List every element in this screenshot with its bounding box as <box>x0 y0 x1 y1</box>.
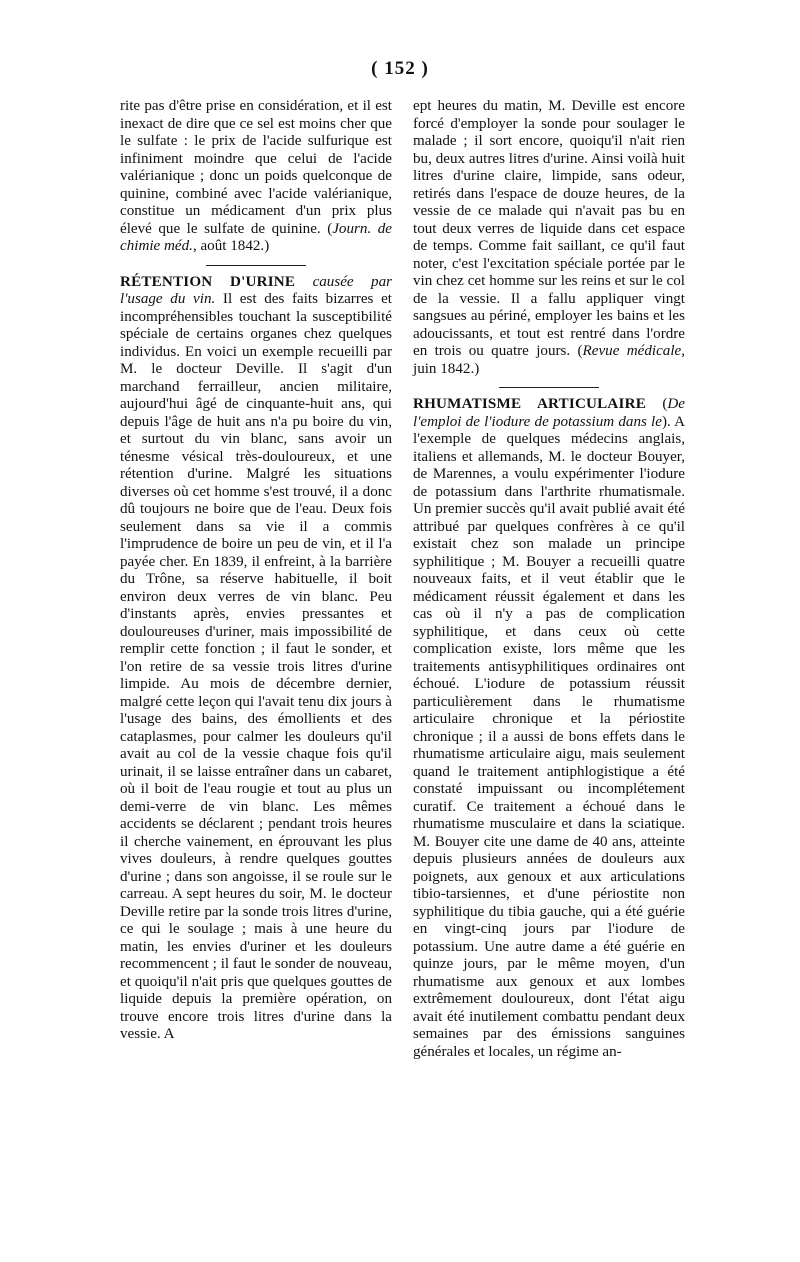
left-column <box>120 98 392 1044</box>
paragraph-text: ept heures du matin, M. Deville est encore forcé d'employer la sonde pour soulager le malade ; il sort encore, quoiqu'il n'ait rien bu, deux autres litres d'urine. Ainsi voilà huit litres d'urine claire, limpide, sans odeur, retirés dans l'espace de douze heures, de la vessie de ce malade qui n'avait pas bu en tout deux verres de liquide dans cet espace de temps. Comme fait saillant, ce qu'il faut noter, c'est l'excitation spéciale portée par le vin chez cet homme sur les reins et sur le col de la vessie. Il a fallu appliquer vingt sangsues au périné, employer les bains et les adoucissants, et tout est rentré dans l'ordre en trois ou quatre jours. ( <box>413 98 685 359</box>
paragraph-retention-continued <box>413 98 685 378</box>
article-rhumatisme-articulaire <box>413 396 685 1061</box>
citation-source: Revue médicale <box>582 343 682 359</box>
paragraph-valerianate-conclusion <box>120 98 392 256</box>
article-body: A l'exemple de quelques médecins anglais, italiens et allemands, M. le docteur Bouyer, de Marennes, a voulu expérimenter l'iodure de potassium dans l'arthrite rhumatismale. Un premier succès qu'il avait publié avait été attribué par quelques confrères à ce qu'il existait chez son malade un principe syphilitique ; M. Bouyer a recueilli quatre nouveaux faits, et il veut établir que le médicament réussit également et dans les cas où il n'y a pas de complication syphilitique, et dans ceux où cette complication existe, lors même que les traitements antisyphilitiques ordinaires ont échoué. L'iodure de potassium réussit particulièrement dans le rhumatisme articulaire chronique et la périostite chronique ; il a aussi de bons effets dans le rhumatisme articulaire aigu, mais seulement quand le traitement antiphlogistique a été constaté impuissant ou incomplétement curatif. Ce traitement a échoué dans le rhumatisme musculaire et dans la sciatique. M. Bouyer cite une dame de 40 ans, atteinte depuis plusieurs années de douleurs aux poignets, aux genoux et aux articulations tibio-tarsiennes, et d'une périostite non syphilitique du tibia gauche, qui a été guérie en vingt-cinq jours par l'iodure de potassium. Une autre dame a été guérie en quinze jours, par le même moyen, d'un rhumatisme aux genoux et aux lombes extrêmement douloureux, dont l'état aigu avait été inutilement combattu pendant deux semaines par des émissions sanguines générales et locales, un régime an- <box>413 413 685 1060</box>
right-column <box>413 98 685 1061</box>
article-body: Il est des faits bizarres et incompréhensibles touchant la susceptibilité spéciale de certains organes chez quelques individus. En voici un exemple recueilli par M. le docteur Deville. Il s'agit d'un marchand ferrailleur, ancien militaire, aujourd'hui âgé de cinquante-huit ans, qui depuis l'âge de huit ans n'a pu boire du vin, et surtout du vin blanc, sans avoir un ténesme vésical très-douloureux, et une rétention d'urine. Malgré les situations diverses où cet homme s'est trouvé, il a donc dû toujours ne boire que de l'eau. Deux fois seulement dans sa vie il a commis l'imprudence de boire un peu de vin, et il l'a payée cher. En 1839, il enfreint, à la barrière du Trône, sa réserve habituelle, il boit environ deux verres de vin blanc. Peu d'instants après, envies pressantes et douloureuses d'uriner, mais impossibilité de remplir cette fonction ; il faut le sonder, et l'on retire de sa vessie trois litres d'urine limpide. Au mois de décembre dernier, malgré cette leçon qui l'avait tenu dix jours à l'usage des bains, des émollients et des cataplasmes, pour calmer les douleurs qu'il avait au col de la vessie chaque fois qu'il urinait, il se laisse entraîner dans un cabaret, où il boit de l'eau rougie et tout au plus un demi-verre de vin blanc. Les mêmes accidents se déclarent ; pendant trois heures il cherche vainement, en éprouvant les plus vives douleurs, à rendre quelques gouttes d'urine ; dans son angoisse, il se roule sur le carreau. A sept heures du soir, M. le docteur Deville retire par la sonde trois litres d'urine, ce qui le soulage ; mais à une heure du matin, les envies d'uriner et les douleurs recommencent ; il faut le sonder de nouveau, et quoiqu'il n'ait pris que quelques gouttes de liquide depuis la première opération, on trouve encore trois litres d'urine dans la vessie. A <box>120 291 392 1042</box>
citation-date: , juin 1842.) <box>413 343 685 377</box>
section-divider <box>499 387 599 388</box>
article-title: RÉTENTION D'URINE <box>120 273 296 290</box>
article-retention-urine <box>120 274 392 1044</box>
subtitle-close-paren: ). <box>661 413 671 430</box>
page-number: ( 152 ) <box>371 58 429 79</box>
article-title: RHUMATISME ARTICULAIRE <box>413 396 646 412</box>
subtitle-open-paren: ( <box>645 396 668 412</box>
article-subtitle: causée par l'usage du vin. <box>120 273 393 307</box>
citation-source: Journ. de chimie méd. <box>120 220 392 254</box>
article-subtitle: De l'emploi de l'iodure de potassium dans le <box>413 396 685 430</box>
section-divider <box>206 265 306 266</box>
citation-date: , août 1842.) <box>192 238 270 254</box>
paragraph-text: rite pas d'être prise en considération, et il est inexact de dire que ce sel est moins cher que le sulfate : le prix de l'acide sulfurique est infiniment moindre que celui de l'acide valérianique ; donc un poids quelconque de quinine, combiné avec l'acide valérianique, constitue un médicament d'un prix plus élevé que le sulfate de quinine. ( <box>120 98 392 237</box>
